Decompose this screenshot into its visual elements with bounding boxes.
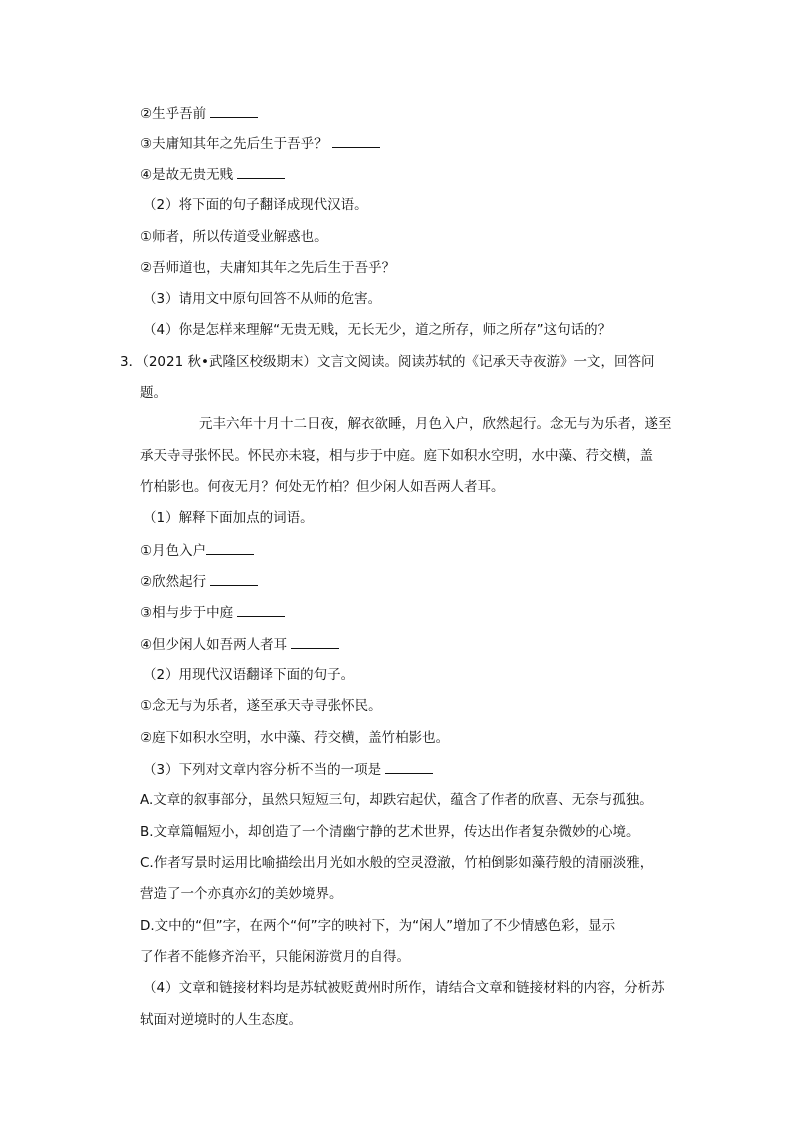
sub-question-1-heading: （1）解释下面加点的词语。 <box>143 510 314 526</box>
answer-blank[interactable] <box>237 602 285 617</box>
item-text: ③相与步于中庭 <box>140 605 234 621</box>
item-4-phrase <box>140 164 680 184</box>
translate-sentence-2: ②庭下如积水空明，水中藻、荇交横，盖竹柏影也。 <box>140 730 450 746</box>
answer-blank[interactable] <box>210 103 258 118</box>
question-3-heading: （3）请用文中原句回答不从师的危害。 <box>143 291 382 307</box>
option-a: A.文章的叙事部分，虽然只短短三句，却跌宕起伏，蕴含了作者的欣喜、无奈与孤独。 <box>140 792 653 808</box>
item-text: ③夫庸知其年之先后生于吾乎？ <box>140 136 328 152</box>
item-text: ④是故无贵无贱 <box>140 167 234 183</box>
item-3-phrase <box>140 133 680 153</box>
option-c: C.作者写景时运用比喻描绘出月光如水般的空灵澄澈，竹柏倒影如藻荇般的清丽淡雅， <box>140 855 654 871</box>
option-d: D.文中的“但”字，在两个“何”字的映衬下，为“闲人”增加了不少情感色彩，显示 <box>140 918 616 934</box>
item-text: ②生乎吾前 <box>140 106 207 122</box>
problem-3-heading: 3．（2021 秋•武隆区校级期末）文言文阅读。阅读苏轼的《记承天寺夜游》一文，回答问 <box>120 354 655 370</box>
sub-question-2-heading: （2）用现代汉语翻译下面的句子。 <box>143 667 355 683</box>
passage-line-2: 承天寺寻张怀民。怀民亦未寝，相与步于中庭。庭下如积水空明，水中藻、荇交横，盖 <box>140 448 653 464</box>
option-b: B.文章篇幅短小，却创造了一个清幽宁静的艺术世界，传达出作者复杂微妙的心境。 <box>140 824 640 840</box>
item-text: （3）下列对文章内容分析不当的一项是 <box>143 762 382 778</box>
item-text: ①月色入户 <box>140 543 207 559</box>
passage-line-1: 元丰六年十月十二日夜，解衣欲睡，月色入户，欣然起行。念无与为乐者，遂至 <box>199 416 672 432</box>
sub-question-4-cont: 轼面对逆境时的人生态度。 <box>140 1012 302 1028</box>
sub-question-3-heading <box>143 759 683 779</box>
problem-3-heading-cont: 题。 <box>140 385 167 401</box>
answer-blank[interactable] <box>291 634 339 649</box>
answer-blank[interactable] <box>210 571 258 586</box>
item-text: ④但少闲人如吾两人者耳 <box>140 637 288 653</box>
question-2-heading: （2）将下面的句子翻译成现代汉语。 <box>143 197 368 213</box>
translate-item-2: ②吾师道也，夫庸知其年之先后生于吾乎？ <box>140 260 396 276</box>
answer-blank[interactable] <box>332 133 380 148</box>
translate-item-1: ①师者，所以传道受业解惑也。 <box>140 229 328 245</box>
item-text: ②欣然起行 <box>140 574 207 590</box>
question-4-heading: （4）你是怎样来理解“无贵无贱，无长无少，道之所存，师之所存”这句话的？ <box>143 322 612 338</box>
passage-line-3: 竹柏影也。何夜无月？何处无竹柏？但少闲人如吾两人者耳。 <box>140 479 505 495</box>
answer-blank[interactable] <box>237 164 285 179</box>
word-item-3 <box>140 602 680 622</box>
translate-sentence-1: ①念无与为乐者，遂至承天寺寻张怀民。 <box>140 698 382 714</box>
item-2-phrase <box>140 103 680 123</box>
word-item-1 <box>140 540 680 560</box>
sub-question-4-heading: （4）文章和链接材料均是苏轼被贬黄州时所作，请结合文章和链接材料的内容，分析苏 <box>143 980 665 996</box>
option-d-cont: 了作者不能修齐治平，只能闲游赏月的自得。 <box>140 949 410 965</box>
word-item-4 <box>140 634 680 654</box>
answer-blank[interactable] <box>206 540 254 555</box>
word-item-2 <box>140 571 680 591</box>
option-c-cont: 营造了一个亦真亦幻的美妙境界。 <box>140 886 343 902</box>
answer-blank[interactable] <box>385 759 433 774</box>
